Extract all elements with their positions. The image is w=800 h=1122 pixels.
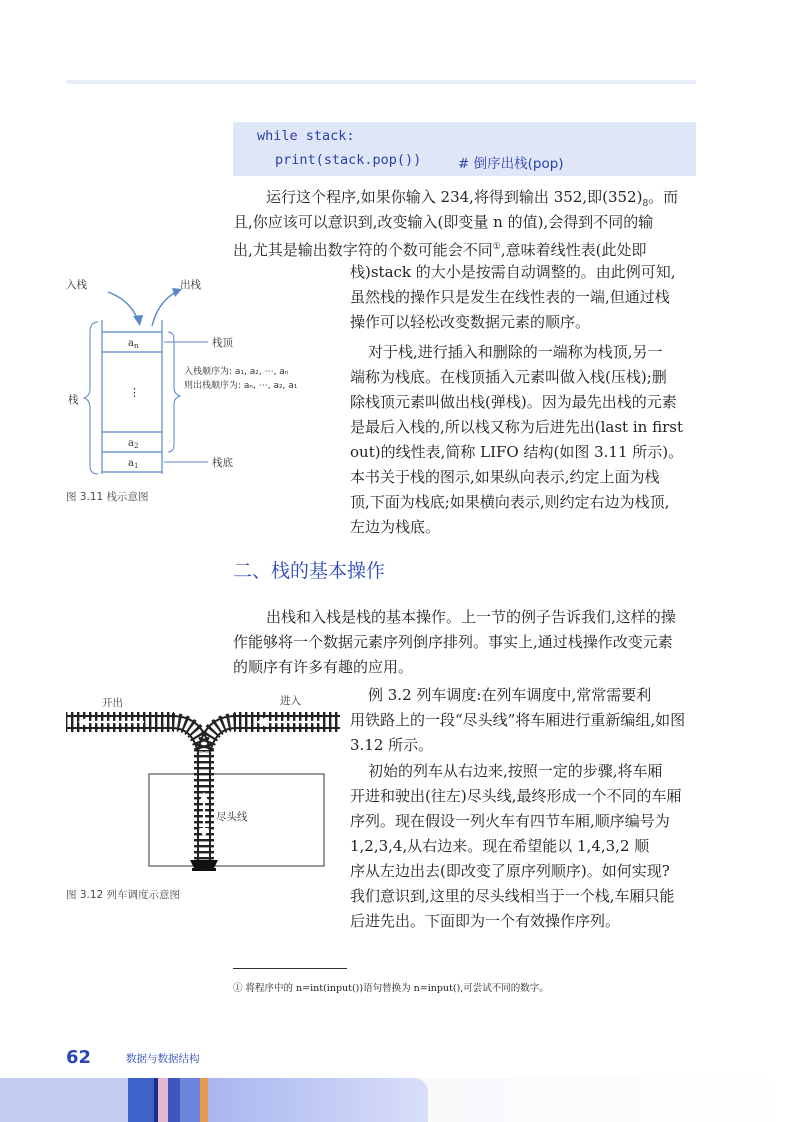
stack-bottom-label: 栈底 (212, 457, 233, 469)
para3-line: 的顺序有许多有趣的应用。 (233, 658, 414, 676)
cell-a2-label: $a_2$ (128, 438, 139, 450)
para4-line: 用铁路上的一段“尽头线”将车厢进行重新编组,如图 (350, 711, 686, 729)
section-heading: 二、栈的基本操作 (233, 560, 386, 582)
push-arrow (108, 292, 138, 320)
para2-line: 左边为栈底。 (350, 518, 441, 536)
para2-line: 端称为栈底。在栈顶插入元素叫做入栈(压栈);删 (350, 368, 667, 386)
in-label: 进入 (280, 695, 301, 707)
para5-line: 序列。现在假设一列火车有四节车厢,顺序编号为 (350, 812, 670, 830)
cell-a1-label: $a_1$ (128, 458, 139, 470)
para1-line5: 虽然栈的操作只是发生在线性表的一端,但通过栈 (350, 288, 670, 306)
para5-line: 我们意识到,这里的尽头线相当于一个栈,车厢只能 (350, 887, 675, 905)
footnote: ① 将程序中的 n=int(input())语句替换为 n=input(),可尝试不同的数字。 (233, 983, 549, 994)
stack-top-label: 栈顶 (212, 337, 233, 349)
stack-brace (84, 322, 98, 474)
para2-line: 除栈顶元素叫做出栈(弹栈)。因为最先出栈的元素 (350, 393, 677, 411)
order-brace (168, 332, 180, 452)
footnote-rule (233, 968, 347, 969)
buffer-stop-icon (190, 860, 218, 868)
pop-label: 出栈 (180, 279, 201, 291)
train-yard-figure (64, 688, 344, 883)
para1-line1-end: 。而 (648, 188, 679, 206)
para2-line: 本书关于栈的图示,如果纵向表示,约定上面为栈 (350, 468, 660, 486)
para3-line: 出栈和入栈是栈的基本操作。上一节的例子告诉我们,这样的操 (266, 608, 676, 626)
para2-line: 是最后入栈的,所以栈又称为后进先出(last in first (350, 418, 683, 436)
para1-line6: 操作可以轻松改变数据元素的顺序。 (350, 313, 591, 331)
cell-dots-label: ⋮ (129, 386, 140, 399)
para1-line1-sub: 8 (642, 199, 649, 209)
para1-line2: 且,你应该可以意识到,改变输入(即变量 n 的值),会得到不同的输 (233, 213, 654, 231)
fig311-caption: 图 3.11 栈示意图 (66, 491, 149, 503)
buffer-stop-base (192, 868, 216, 871)
para2-line: out)的线性表,简称 LIFO 结构(如图 3.11 所示)。 (350, 443, 684, 461)
para5-line: 后进先出。下面即为一个有效操作序列。 (350, 912, 621, 930)
top-rule (66, 80, 696, 84)
cell-an-label: $a_n$ (128, 338, 139, 350)
para1-line4: 栈)stack 的大小是按需自动调整的。由此例可知, (350, 263, 676, 281)
code-line-2: print(stack.pop()) (275, 152, 422, 168)
stack-label: 栈 (68, 394, 79, 406)
pop-order-text: 则出栈顺序为: aₙ, ⋯, a₂, a₁ (184, 381, 298, 391)
code-line-1: while stack: (257, 128, 355, 144)
footnote-ref[interactable]: ① (492, 242, 501, 252)
para5-line: 序从左边出去(即改变了原序列顺序)。如何实现? (350, 862, 670, 880)
stack-figure (60, 270, 345, 505)
para5-line: 1,2,3,4,从右边来。现在希望能以 1,4,3,2 顺 (350, 837, 650, 855)
running-title: 数据与数据结构 (126, 1053, 200, 1065)
para2-line: 顶,下面为栈底;如果横向表示,则约定右边为栈顶, (350, 493, 670, 511)
push-label: 入栈 (66, 279, 87, 291)
para4-line: 例 3.2 列车调度:在列车调度中,常常需要利 (368, 686, 652, 704)
out-label: 开出 (102, 697, 123, 709)
page-number: 62 (66, 1047, 92, 1068)
code-block (233, 122, 696, 176)
para1-line3: 出,尤其是输出数字符的个数可能会不同 (233, 241, 493, 259)
para5-line: 开进和驶出(往左)尽头线,最终形成一个不同的车厢 (350, 787, 682, 805)
pop-arrow (152, 292, 176, 326)
para3-line: 作能够将一个数据元素序列倒序排列。事实上,通过栈操作改变元素 (233, 633, 673, 651)
para5-line: 初始的列车从右边来,按照一定的步骤,将车厢 (368, 762, 663, 780)
para2-line: 对于栈,进行插入和删除的一端称为栈顶,另一 (368, 343, 663, 361)
para1-line3-end: ,意味着线性表(此处即 (500, 241, 647, 259)
push-order-text: 入栈顺序为: a₁, a₂, ⋯, aₙ (184, 367, 289, 377)
para1-line1: 运行这个程序,如果你输入 234,将得到输出 352,即(352) (266, 188, 643, 206)
para4-line: 3.12 所示。 (350, 736, 434, 754)
push-arrow-head (133, 315, 143, 326)
fig312-caption: 图 3.12 列车调度示意图 (66, 889, 181, 901)
deadend-label: 尽头线 (216, 811, 248, 823)
code-comment: # 倒序出栈(pop) (458, 156, 564, 172)
